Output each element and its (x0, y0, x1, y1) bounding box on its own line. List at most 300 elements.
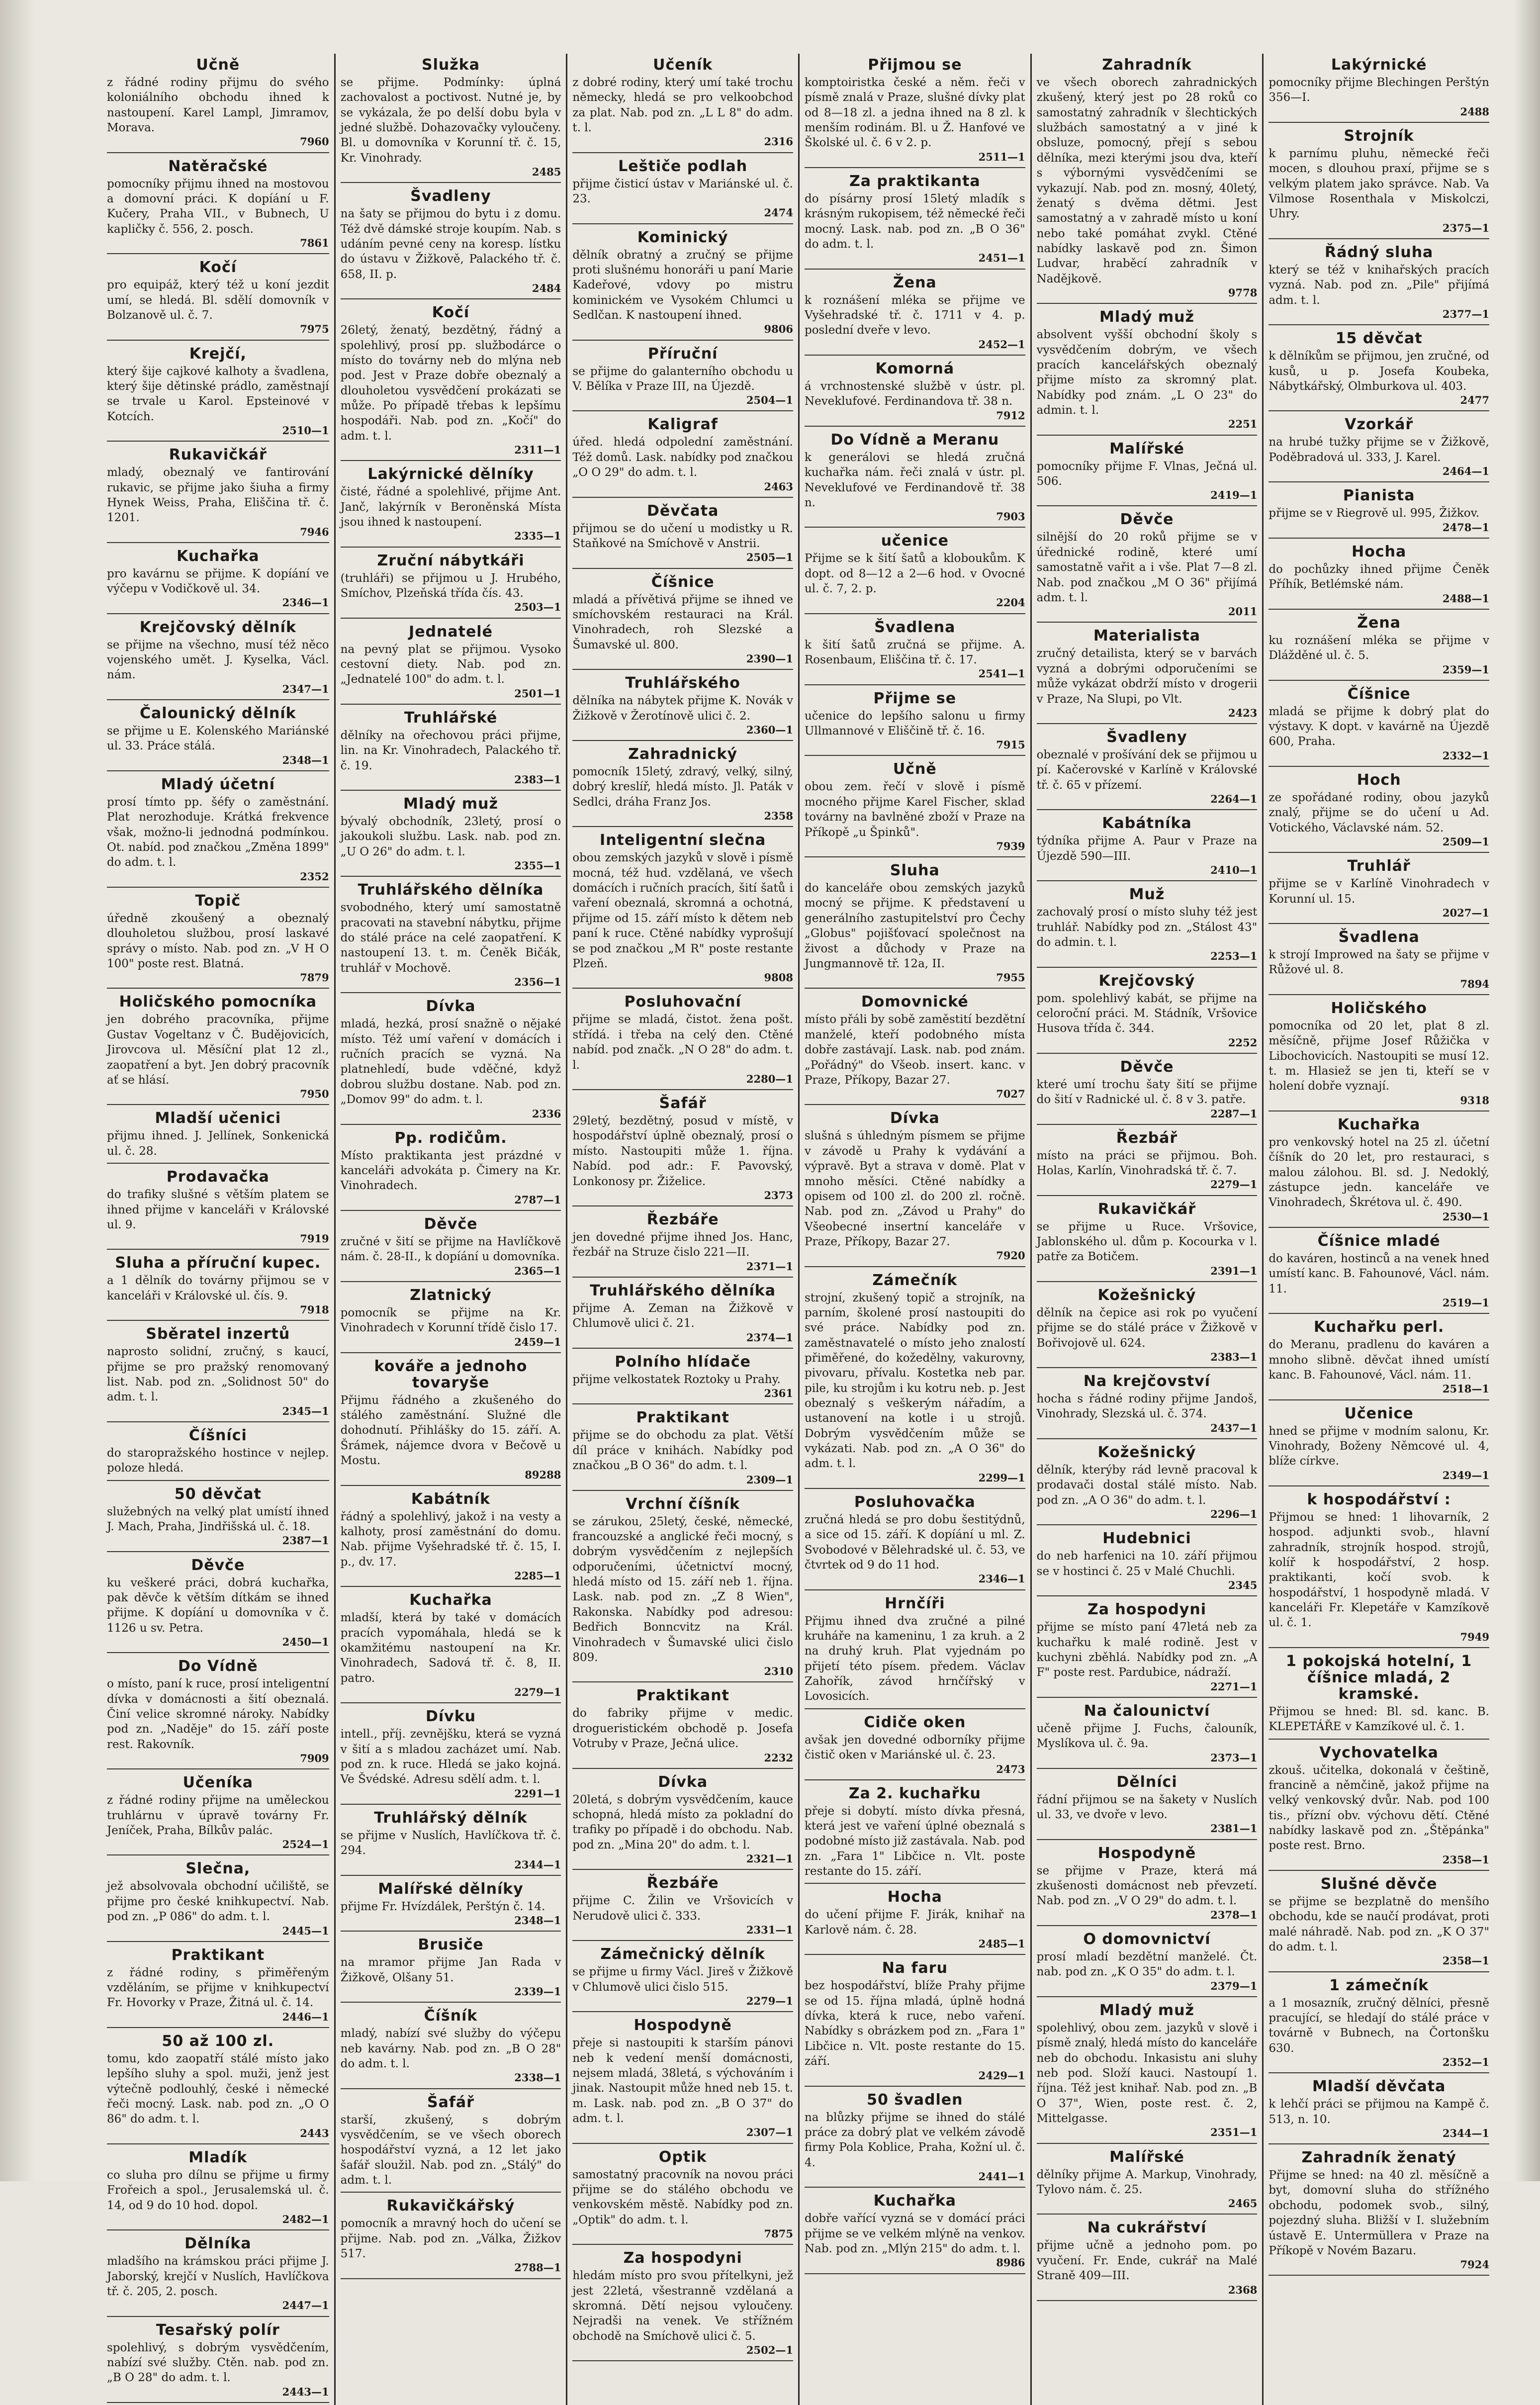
ad-code: 2346—1 (978, 1572, 1025, 1585)
classified-ad (1037, 1056, 1258, 1125)
ad-text: mladý, obeznalý ve fantirování rukavic, se přijme jako šiuha a firmy Hynek Weiss, Praha, Eliščina tř. č. 1201. (107, 466, 329, 525)
ad-text: pomocníky přijme Blechingen Perštýn 356—I. (1268, 76, 1489, 104)
ad-heading: Švadlena (1338, 928, 1420, 946)
ad-heading: Za 2. kuchařku (848, 1784, 981, 1802)
ad-code: 2285—1 (514, 1570, 561, 1582)
ad-code: 2504—1 (746, 394, 793, 407)
ad-code: 7912 (996, 409, 1025, 422)
classified-ad (1268, 2146, 1489, 2276)
ad-heading: Hospodyně (1097, 1844, 1196, 1862)
classified-ad (341, 621, 561, 705)
ad-heading: Pianista (1343, 487, 1415, 505)
classified-ad (572, 2146, 793, 2245)
ad-code: 2280—1 (746, 1072, 793, 1085)
ad-code: 2358—1 (1442, 1853, 1489, 1866)
classified-ad (805, 1957, 1025, 2086)
ad-code: 2429—1 (978, 2069, 1025, 2082)
classified-ad (1037, 1771, 1258, 1840)
ad-code: 2541—1 (978, 667, 1025, 680)
ad-text: komptoiristka české a něm. řeči v písmě znalá v Praze, slušné dívky plat od 8—18 zl. a jedna ihned na 8 zl. k menším rodinám. Bl. u Ž. Hanfové ve Školské ul. č. 6 v 2. p. (804, 76, 1025, 150)
classified-ad (107, 1771, 329, 1855)
ad-code: 2503—1 (514, 601, 561, 614)
ad-heading: Děvče (1120, 511, 1174, 529)
ad-text: přijmou se do učení u modistky u R. Staňkové na Smíchově v Anstrii. (572, 522, 793, 551)
classified-column (798, 54, 1030, 2405)
ad-heading: Číšnice (1347, 685, 1411, 703)
ad-code: 2390—1 (746, 652, 793, 665)
ad-code: 89288 (525, 1468, 561, 1481)
ad-heading: 50 děvčat (174, 1485, 262, 1503)
ad-code: 7909 (300, 1752, 329, 1764)
classified-ad (1268, 997, 1489, 1111)
ad-text: a 1 dělník do továrny přijmou se v kanceláři v Královské ul. čís. 9. (107, 1274, 329, 1302)
ad-text: Přijmou se hned: Bl. sd. kanc. B. KLEPETÁŘE v Kamzíkové ul. č. 1. (1268, 1705, 1489, 1734)
ad-heading: Kuchařka (1337, 1116, 1421, 1134)
ad-code: 2437—1 (1210, 1421, 1258, 1434)
classified-ad (572, 1943, 793, 2012)
ad-code: 2361 (764, 1387, 793, 1400)
ad-heading: Praktikant (636, 1687, 729, 1705)
ad-text: samostatný pracovník na novou práci přijme se do stálého obchodu ve venkovském městě. Nabídky pod zn. „Optik" do adm. t. l. (572, 2168, 793, 2226)
ad-heading: Dělníka (184, 2235, 252, 2253)
ad-text: jež absolvovala obchodní učiliště, se přijme pro české knihkupectví. Nab. pod zn. „P 086" do adm. t. l. (107, 1880, 329, 1924)
classified-ad (805, 1592, 1025, 1709)
ad-heading: Kabátník (411, 1490, 491, 1508)
ad-text: pomocník se přijme na Kr. Vinohradech v Korunní třídě čislo 17. (340, 1306, 561, 1335)
ad-text: se přijme do galanterního obchodu u V. Bělíka v Praze III, na Újezdě. (572, 365, 793, 393)
ad-heading: Prodavačka (166, 1168, 270, 1186)
ad-heading: Topič (195, 892, 241, 910)
ad-text: k parnímu pluhu, německé řeči mocen, s dlouhou praxí, přijme se s velkým platem jako správce. Nab. Va Vilmose Rosenthala v Miskolczi, Uhry. (1268, 147, 1489, 221)
classified-ad (1268, 1488, 1489, 1648)
classified-ad (1268, 683, 1489, 767)
classified-ad (1037, 2146, 1258, 2215)
ad-heading: Učenice (1344, 1404, 1414, 1422)
ad-heading: Muž (1129, 886, 1165, 904)
ad-code: 2463 (764, 480, 793, 493)
ad-text: prosí mladí bezdětní manželé. Čt. nab. pod zn. „K O 35" do adm. t. l. (1036, 1950, 1258, 1979)
classified-ad (1037, 812, 1258, 881)
ad-text: který šije cajkové kalhoty a švadlena, který šije dětinské prádlo, zaměstnají se trvale u Karol. Epsteinové v Kotcích. (107, 365, 329, 423)
ad-text: mladý, nabízí své služby do výčepu neb kavárny. Nab. pod zn. „B O 28" do adm. t. l. (340, 2027, 561, 2071)
ad-code: 2311—1 (514, 444, 561, 457)
classified-column (334, 54, 566, 2405)
ad-text: se přijme v Praze, která má zkušenosti domácnost neb převzetí. Nab. pod zn. „V O 29" do adm. t. l. (1036, 1864, 1258, 1908)
ad-code: 2264—1 (1210, 793, 1258, 806)
classified-ad (1037, 438, 1258, 507)
ad-text: mladá a přívětivá přijme se ihned ve smíchovském restauraci na Král. Vinohradech, roh Slezské a Šumavské ul. 800. (572, 593, 793, 651)
ad-text: pomocník 15letý, zdravý, velký, silný, dobrý kreslíř, hledá místo. Jl. Paták v Sedlci, dráha Franz Jos. (572, 765, 793, 809)
ad-heading: Hoch (1357, 771, 1401, 789)
ad-code: 2484 (532, 282, 561, 295)
classified-ad (107, 343, 329, 442)
ad-text: pro kavárnu se přijme. K dopíání ve výčepu v Vodičkově ul. 34. (107, 567, 329, 596)
ad-code: 7939 (996, 839, 1025, 852)
classified-ad (805, 170, 1025, 270)
classified-ad (107, 1655, 329, 1769)
ad-heading: Švadleny (410, 187, 491, 205)
ad-code: 2465 (1228, 2197, 1258, 2210)
classified-ad (572, 1351, 793, 1405)
ad-heading: Krejčovský dělník (139, 618, 296, 636)
ad-text: Přijmu ihned dva zručné a pilné kruháře na kameninu, 1 za kruh. a 2 na druhý kruh. Plat vyjednám po přijetí této písem. předem. Václav Zahořík, závod hrnčířský v Lovosicích. (804, 1614, 1025, 1703)
ad-heading: Posluhovačka (854, 1493, 976, 1511)
ad-code: 2291—1 (514, 1787, 561, 1800)
ad-heading: Sluha (890, 862, 940, 880)
ad-heading: Učeníka (182, 1774, 253, 1792)
ad-text: zručná hledá se pro dobu šestitýdnů, a sice od 15. září. K dopíání u ml. Z. Svobodové v Bělehradské ul. č. 53, ve čtvrtek od 9 do 11 hod. (804, 1513, 1025, 1572)
ad-text: do písárny prosí 15letý mladík s krásným rukopisem, též německé řeči mocný. Lask. nab. pod zn. „B O 36" do adm. t. l. (804, 192, 1025, 251)
classified-ad (805, 358, 1025, 427)
ad-text: spolehlivý, obou zem. jazyků v slově i písmě znalý, hledá místo do kanceláře neb do obchodu. Inkasistu ani sluhy neb pod. Složí kauci. Nastoupí 1. října. Též jest knihař. Nab. pod zn. „B O 37", Wien, poste rest. č. 2, Mittelgasse. (1036, 2021, 1258, 2125)
ad-text: z řádné rodiny přijmu do svého koloniálního obchodu ihned k nastoupení. Karel Lampl, Jimramov, Morava. (107, 76, 329, 135)
classified-ad (1268, 1974, 1489, 2074)
classified-ad (341, 1934, 561, 2003)
classified-ad (1037, 54, 1258, 304)
classified-ad (1037, 1928, 1258, 1997)
ad-heading: Mladší děvčata (1312, 2078, 1446, 2096)
classified-ad (1268, 1402, 1489, 1486)
classified-ad (1037, 1284, 1258, 1368)
ad-text: obou zem. řečí v slově i písmě mocného přijme Karel Fischer, sklad továrny na bavlněné zboží v Praze na Příkopě „u Špinků". (804, 780, 1025, 839)
ad-text: mladá, hezká, prosí snažně o nějaké místo. Též umí vaření v domácích i ručních pracích se vyzná. Na platnehledí, bude vděčné, když dobrou službu dostane. Nab. pod zn. „Domov 99" do adm. t. l. (340, 1018, 561, 1107)
ad-code: 2485—1 (978, 1938, 1025, 1950)
ad-code: 2344—1 (1442, 2127, 1489, 2139)
classified-ad (805, 859, 1025, 989)
ad-text: obeznalé v prošívání dek se přijmou u pí. Kačerovské v Karlíně v Královské tř. č. 65 v přízemí. (1036, 748, 1258, 792)
ad-code: 2519—1 (1442, 1296, 1489, 1309)
ad-heading: Přijmou se (868, 56, 962, 74)
ad-text: k šití šatů zručná se přijme. A. Rosenbaum, Eliščina tř. č. 17. (804, 638, 1025, 667)
ad-text: do neb harfenici na 10. září přijmou se v hostinci č. 25 v Malé Chuchli. (1036, 1550, 1258, 1578)
classified-ad (341, 793, 561, 877)
ad-text: učenice do lepšího salonu u firmy Ullmannové v Eliščině tř. č. 16. (804, 709, 1025, 738)
ad-code: 2477 (1460, 394, 1489, 407)
classified-ad (572, 1280, 793, 1349)
ad-code: 2352—1 (1442, 2055, 1489, 2068)
ad-heading: Kuchařka (409, 1591, 492, 1609)
classified-ad (341, 1878, 561, 1932)
ad-heading: Za hospodyni (623, 2249, 742, 2267)
ad-text: Přijme se hned: na 40 zl. měsíčně a byt, domovní sluha do střížného obchodu, podomek svob., silný, pojezdný sluha. Bližší v I. služebním ústavě E. Untermüllera v Praze na Příkopě v Novém Bazaru. (1268, 2169, 1489, 2257)
ad-text: dělník obratný a zručný se přijme proti slušnému honoráři u paní Marie Kadeřové, vdovy po mistru kominickém ve Vysokém Chlumci u Sedlčan. K nastoupení ihned. (572, 248, 793, 322)
ad-heading: Natěračské (168, 157, 268, 175)
ad-text: pro venkovský hotel na 25 zl. účetní číšník do 20 let, pro restauraci, s malou zálohou. Bl. sd. J. Nedoklý, zástupce jedn. kanceláře ve Vinohradech, Škrétova ul. č. 490. (1268, 1136, 1489, 1209)
ad-text: úředně zkoušený a obeznalý dlouholetou službou, prosí laskavé správy o místo. Nab. pod zn. „V H O 100" poste rest. Blatná. (107, 912, 329, 970)
classified-ad (341, 1488, 561, 1587)
ad-heading: Děvče (1120, 1058, 1174, 1076)
ad-heading: Zruční nábytkáři (377, 552, 525, 569)
ad-text: do fabriky přijme v medic. drogueristickém obchodě p. Josefa Votruby v Praze, Ječná ulice. (572, 1707, 793, 1751)
ad-text: místo na práci se přijmou. Boh. Holas, Karlín, Vinohradská tř. č. 7. (1036, 1149, 1258, 1178)
ad-code: 2378—1 (1210, 1908, 1258, 1921)
classified-ad (107, 1857, 329, 1942)
ad-text: se přijme se bezplatně do menšího obchodu, kde se naučí prodávat, proti malé náhradě. Nab. pod zn. „K O 37" do adm. t. l. (1268, 1895, 1489, 1953)
ad-heading: Děvče (424, 1215, 478, 1233)
ad-heading: Vychovatelka (1319, 1744, 1439, 1761)
ad-code: 2450—1 (282, 1636, 329, 1649)
ad-text: do staropražského hostince v nejlep. poloze hledá. (107, 1446, 329, 1475)
ad-text: k roznášení mléka se přijme ve Vyšehradské tř. č. 1711 v 4. p. poslední dveře v levo. (804, 293, 1025, 337)
ad-heading: Malířské (1109, 440, 1184, 458)
ad-heading: Řezbář (1116, 1129, 1178, 1147)
classified-ad (572, 155, 793, 224)
ad-text: spolehlivý, s dobrým vysvědčením, nabízí své služby. Ctěn. nab. pod zn. „B O 28" do adm. t. l. (107, 2341, 329, 2385)
ad-text: zručný detailista, který se v barvách vyzná a dobrými odporučeními se může vykázat obdrží místo v drogerii v Praze, Na Slupi, po Vlt. (1036, 647, 1258, 706)
ad-text: se přijme u E. Kolenského Mariánské ul. 33. Práce stálá. (107, 724, 329, 753)
ad-text: dělník na čepice asi rok po vyučení přijme se do stálé práce v Žižkově v Bořivojově ul. 624. (1036, 1306, 1258, 1350)
ad-code: 2482—1 (282, 2213, 329, 2226)
ad-code: 2299—1 (978, 1471, 1025, 1484)
ad-heading: Žena (1357, 614, 1401, 632)
classified-ad (1268, 855, 1489, 924)
ad-text: dělníka na nábytek přijme K. Novák v Žižkově v Žerotínově ulici č. 2. (572, 694, 793, 723)
ad-heading: Brusiče (418, 1936, 484, 1954)
classified-ad (1268, 1650, 1489, 1740)
page-edge-shadow (1514, 0, 1540, 2181)
ad-heading: Sluha a příruční kupec. (115, 1254, 321, 1272)
ad-text: se přijme u Ruce. Vršovice, Jablonského ul. dům p. Kocourka v l. patře za Botičem. (1036, 1220, 1258, 1264)
ad-text: co sluha pro dílnu se přijme u firmy Frořeich a spol., Jerusalemská ul. č. 14, od 9 do 10 hod. dopol. (107, 2168, 329, 2212)
classified-ad (107, 1424, 329, 1481)
ad-heading: k hospodářství : (1307, 1490, 1451, 1508)
ad-heading: Krejčí, (189, 345, 247, 363)
ad-code: 2377—1 (1442, 307, 1489, 320)
ad-heading: Mladší učenici (155, 1110, 281, 1127)
ad-heading: Kuchařka (177, 547, 260, 565)
classified-ad (572, 1684, 793, 1768)
classified-ad (1037, 970, 1258, 1054)
ad-heading: Mladý účetní (161, 775, 275, 793)
classified-column (1262, 54, 1494, 2405)
ad-text: k strojí Improwed na šaty se přijme v Růžové ul. 8. (1268, 948, 1489, 977)
ad-code: 2788—1 (514, 2261, 561, 2274)
ad-code: 7861 (300, 237, 329, 250)
ad-code: 2279—1 (746, 1994, 793, 2007)
classified-ad (1268, 241, 1489, 325)
ad-text: do kaváren, hostinců a na venek hned umístí kanc. B. Fahounové, Václ. nám. 11. (1268, 1252, 1489, 1295)
ad-heading: učenice (881, 532, 949, 550)
classified-ad (341, 54, 561, 183)
classified-ad (1037, 1370, 1258, 1439)
ad-text: z řádné rodiny přijme na uměleckou truhlárnu v úpravě továrny Fr. Jeníček, Praha, Bílkův palác. (107, 1794, 329, 1837)
ad-heading: Dívku (425, 1708, 476, 1726)
ad-text: se zárukou, 25letý, české, německé, francouzské a anglické řeči mocný, s dobrým vysvědčením z nejlepších odporučeními, účetnictví mocný, hledá místo od 15. září neb 1. října. Lask. nab. pod zn. „Z 8 Wien", Rakonska. Nabídky pod adresou: Bedřich Bonncvitz na Král. Vinohradech v Šumavské ulici čislo 809. (572, 1515, 793, 1664)
classified-ad (805, 2190, 1025, 2274)
classified-ad (572, 2247, 793, 2361)
ad-code: 2452—1 (978, 338, 1025, 351)
classified-ad (107, 256, 329, 340)
ad-heading: Zámečník (872, 1271, 958, 1289)
ad-heading: Kočí (432, 304, 470, 322)
ad-heading: Truhlářského dělníka (590, 1282, 776, 1299)
ad-text: pro equipáž, který též u koní jezdit umí, se hledá. Bl. sdělí domovník v Bolzanově ul. č. 7. (107, 278, 329, 322)
ad-heading: Truhlářský dělník (374, 1809, 528, 1827)
ad-heading: Dívka (426, 998, 476, 1016)
classified-ad (805, 1491, 1025, 1590)
ad-text: bez hospodářství, blíže Prahy přijme se od 15. října mladá, úplně hodná dívka, která k ruce, nebo vaření. Nabídky s obrázkem pod zn. „Fara 1" Libčice n. Vlt. poste restante do 15. září. (804, 1979, 1025, 2068)
ad-heading: Hudebnici (1102, 1530, 1191, 1548)
ad-heading: Zámečnický dělník (600, 1945, 765, 1963)
classified-columns (102, 54, 1494, 2398)
classified-ad (1037, 2217, 1258, 2301)
classified-ad (805, 687, 1025, 756)
classified-ad (1268, 541, 1489, 610)
ad-code: 2232 (764, 1751, 793, 1764)
ad-code: 2338—1 (514, 2071, 561, 2084)
ad-code: 2423 (1228, 706, 1258, 719)
ad-text: se přijme u firmy Václ. Jireš v Žižkově v Chlumově ulici čislo 515. (572, 1965, 793, 1994)
classified-ad (1268, 1113, 1489, 1228)
ad-text: z řádné rodiny, s přiměřeným vzděláním, se přijme v knihkupectví Fr. Hovorky v Praze, Žitná ul. č. 14. (107, 1966, 329, 2010)
ad-code: 2368 (1228, 2283, 1258, 2296)
ad-text: 29letý, bezdětný, posud v místě, v hospodářství úplně obeznalý, prosí o místo. Nastoupiti může 1. října. Nabíd. pod adr.: F. Pavovský, Lonkonosy pr. Žiželice. (572, 1114, 793, 1188)
ad-heading: Mladý muž (1099, 2001, 1194, 2019)
classified-ad (341, 550, 561, 619)
classified-ad (1268, 769, 1489, 853)
ad-code: 2787—1 (514, 1193, 561, 1206)
classified-ad (107, 702, 329, 771)
ad-heading: Materialista (1093, 627, 1201, 645)
ad-text: k dělníkům se přijmou, jen zručné, od kusů, u p. Josefa Koubeka, Nábytkářský, Olmburkova ul. 403. (1268, 350, 1489, 393)
ad-text: strojní, zkušený topič a strojník, na parním, školené prosí nastoupiti do své práce. Nabídky pod zn. zaměstnavatelé o místo jeho znalostí přiměřené, do kožedělny, vakurovny, pivovaru, přívalu. Kostetka neb par. pile, ku strojům i ku kotru neb. p. Jest obeznalý s veškerým nářadím, a ustanovení na kotle i u strojů. Dobrým vysvědčením může se vykázati. Nab. pod zn. „A O 36" do adm. t. l. (804, 1291, 1025, 1471)
ad-code: 2358—1 (1442, 1954, 1489, 1967)
ad-text: místo přáli by sobě zaměstití bezdětní manželé, kteří podobného místa dobře zastávají. Lask. nab. pod znám. „Pořádný" do Všeob. insert. kanc. v Praze, Příkopy, Bazar 27. (804, 1013, 1025, 1087)
ad-code: 2510—1 (282, 424, 329, 437)
classified-ad (107, 545, 329, 614)
ad-code: 2511—1 (978, 150, 1025, 163)
classified-ad (1268, 54, 1489, 123)
ad-code: 2360—1 (746, 723, 793, 736)
ad-code: 2359—1 (1442, 663, 1489, 676)
classified-ad (572, 413, 793, 497)
classified-ad (1037, 1198, 1258, 1282)
ad-heading: Hocha (887, 1888, 942, 1906)
ad-heading: Řádný sluha (1325, 243, 1434, 261)
ad-text: starší, zkušený, s dobrým vysvědčením, se ve všech oborech hospodářství vyzná, a 12 let jako šafář sloužil. Nab. pod zn. „Stálý" do adm. t. l. (340, 2113, 561, 2187)
ad-text: pomocníka od 20 let, plat 8 zl. měsíčně, přijme Josef Růžička v Libochovicích. Nastoupiti se musí 12. t. m. Hlasiež se jen ti, kteří se v holení dobře vyznají. (1268, 1019, 1489, 1093)
ad-heading: Malířské dělníky (378, 1880, 524, 1898)
ad-heading: Holičského (1331, 1000, 1427, 1018)
ad-code: 2443 (300, 2127, 329, 2139)
ad-heading: Čalounický dělník (140, 704, 296, 722)
ad-code: 2279—1 (514, 1686, 561, 1699)
ad-code: 2474 (764, 206, 793, 219)
ad-heading: Učně (893, 760, 937, 778)
ad-text: do učení přijme F. Jirák, knihař na Karlově nám. č. 28. (804, 1908, 1025, 1937)
ad-code: 2524—1 (282, 1838, 329, 1851)
ad-text: služebných na velký plat umístí ihned J. Mach, Praha, Jindřišská ul. č. 18. (107, 1505, 329, 1534)
ad-heading: Kožešnický (1097, 1444, 1196, 1462)
classified-ad (1268, 327, 1489, 411)
ad-text: na hrubé tužky přijme se v Žižkově, Poděbradová ul. 333, J. Karel. (1268, 436, 1489, 464)
ad-heading: Řezbáře (646, 1874, 719, 1892)
ad-text: o místo, paní k ruce, prosí inteligentní dívka v domácnosti a šití obeznalá. Činí velice skromné nároky. Nabídky pod zn. „Naděje" do 15. září poste rest. Rakovník. (107, 1677, 329, 1751)
classified-ad (1268, 125, 1489, 239)
classified-ad (107, 991, 329, 1105)
ad-text: pomocníky přijmu ihned na mostovou a domovní práci. K dopíání u F. Kučery, Praha VII., v Bubnech, U kapličky č. 556, 2. posch. (107, 177, 329, 236)
classified-ad (341, 185, 561, 299)
ad-code: 2355—1 (514, 859, 561, 872)
ad-code: 7955 (996, 971, 1025, 984)
ad-code: 2331—1 (746, 1924, 793, 1937)
classified-ad (1268, 1742, 1489, 1871)
classified-ad (805, 1107, 1025, 1267)
classified-ad (1037, 1700, 1258, 1769)
ad-code: 2410—1 (1210, 864, 1258, 877)
ad-code: 2379—1 (1210, 1979, 1258, 1992)
classified-ad (805, 1711, 1025, 1780)
ad-code: 9778 (1228, 286, 1258, 299)
ad-code: 2375—1 (1442, 221, 1489, 234)
ad-code: 7919 (300, 1232, 329, 1245)
classified-ad (107, 1554, 329, 1654)
ad-code: 7946 (300, 525, 329, 538)
ad-heading: Truhlářského (625, 674, 740, 692)
ad-text: naprosto solidní, zručný, s kaucí, přijme se pro pražský renomovaný list. Nab. pod zn. „Solidnost 50" do adm. t. l. (107, 1345, 329, 1404)
classified-ad (341, 463, 561, 547)
ad-code: 2530—1 (1442, 1210, 1489, 1223)
classified-ad (1037, 883, 1258, 967)
ad-text: přijme se do obchodu za plat. Větší díl práce v knihách. Nabídky pod značkou „B O 36" do adm. t. l. (572, 1429, 793, 1473)
ad-heading: Truhlář (1347, 857, 1411, 875)
ad-text: pomocník a mravný hoch do učení se přijme. Nab. pod zn. „Válka, Žižkov 517. (340, 2217, 561, 2261)
classified-ad (341, 1589, 561, 1703)
ad-heading: Komorná (875, 360, 955, 377)
ad-code: 2321—1 (746, 1852, 793, 1865)
ad-text: mladší, která by také v domácích pracích vypomáhala, hledá se k okamžitému nastoupení na Kr. Vinohradech, Sadová tř. č. 8, II. patro. (340, 1611, 561, 1685)
ad-code: 2336 (532, 1107, 561, 1120)
classified-ad (572, 571, 793, 670)
ad-heading: Vrchní číšník (626, 1495, 740, 1513)
ad-text: pom. spolehlivý kabát, se přijme na celoroční práci. M. Stádník, Vršovice Husova třída č. 344. (1036, 992, 1258, 1035)
ad-heading: Kaligraf (647, 416, 718, 434)
ad-code: 2387—1 (282, 1534, 329, 1547)
classified-ad (107, 2146, 329, 2230)
ad-code: 2502—1 (746, 2343, 793, 2356)
classified-ad (341, 2091, 561, 2193)
classified-ad (1037, 1527, 1258, 1596)
ad-code: 2345 (1228, 1579, 1258, 1592)
ad-text: přijmu ihned. J. Jellínek, Sonkenická ul. č. 28. (107, 1129, 329, 1158)
ad-heading: Číšnice (651, 573, 715, 591)
ad-heading: Rukavičkářský (386, 2197, 515, 2215)
ad-heading: Do Vídně a Meranu (830, 431, 999, 449)
ad-text: prosí tímto pp. šéfy o zaměstnání. Plat nerozhoduje. Krátká frekvence však, možno-li jednodná podmínkou. Ot. nabíd. pod značkou „Změna 1899" do adm. t. l. (107, 795, 329, 869)
ad-code: 2451—1 (978, 252, 1025, 265)
ad-heading: kováře a jednoho tovaryše (374, 1357, 528, 1391)
classified-column (566, 54, 798, 2405)
ad-heading: Mladý muž (403, 795, 498, 813)
ad-code: 7915 (996, 739, 1025, 751)
ad-code: 2252 (1228, 1036, 1258, 1049)
ad-text: přijme se místo paní 47letá neb za kuchařku k malé rodině. Jest v kuchyni zběhlá. Nabídky pod zn. „A F" poste rest. Pardubice, nádraží. (1036, 1621, 1258, 1679)
classified-ad (1037, 625, 1258, 724)
ad-text: do trafiky slušné s větším platem se ihned přijme v kanceláři v Královské ul. 9. (107, 1188, 329, 1231)
ad-code: 2027—1 (1442, 906, 1489, 919)
classified-ad (805, 1269, 1025, 1489)
ad-heading: Za hospodyni (1087, 1601, 1206, 1619)
ad-text: Přijmu řádného a zkušeného do stálého zaměstnání. Služné dle dohodnutí. Přihlášky do 15. září. A. Šrámek, nájemce dvora v Bečově u Mostu. (340, 1393, 561, 1468)
classified-ad (805, 2089, 1025, 2188)
ad-heading: O domovnictví (1083, 1930, 1211, 1948)
classified-ad (107, 616, 329, 700)
ad-text: dělníky přijme A. Markup, Vinohrady, Tylovo nám. č. 25. (1036, 2168, 1258, 2196)
ad-text: dělník, kterýby rád levně pracoval k prodavači dostal stálé místo. Nab. pod zn. „A O 36" do adm. t. l. (1036, 1464, 1258, 1507)
classified-ad (107, 54, 329, 153)
ad-code: 2443—1 (282, 2385, 329, 2398)
ad-text: přijme se mladá, čistot. žena pošt. střídá. i třeba na celý den. Ctěné nabíd. pod značk. „N O 28" do adm. t. l. (572, 1013, 793, 1072)
